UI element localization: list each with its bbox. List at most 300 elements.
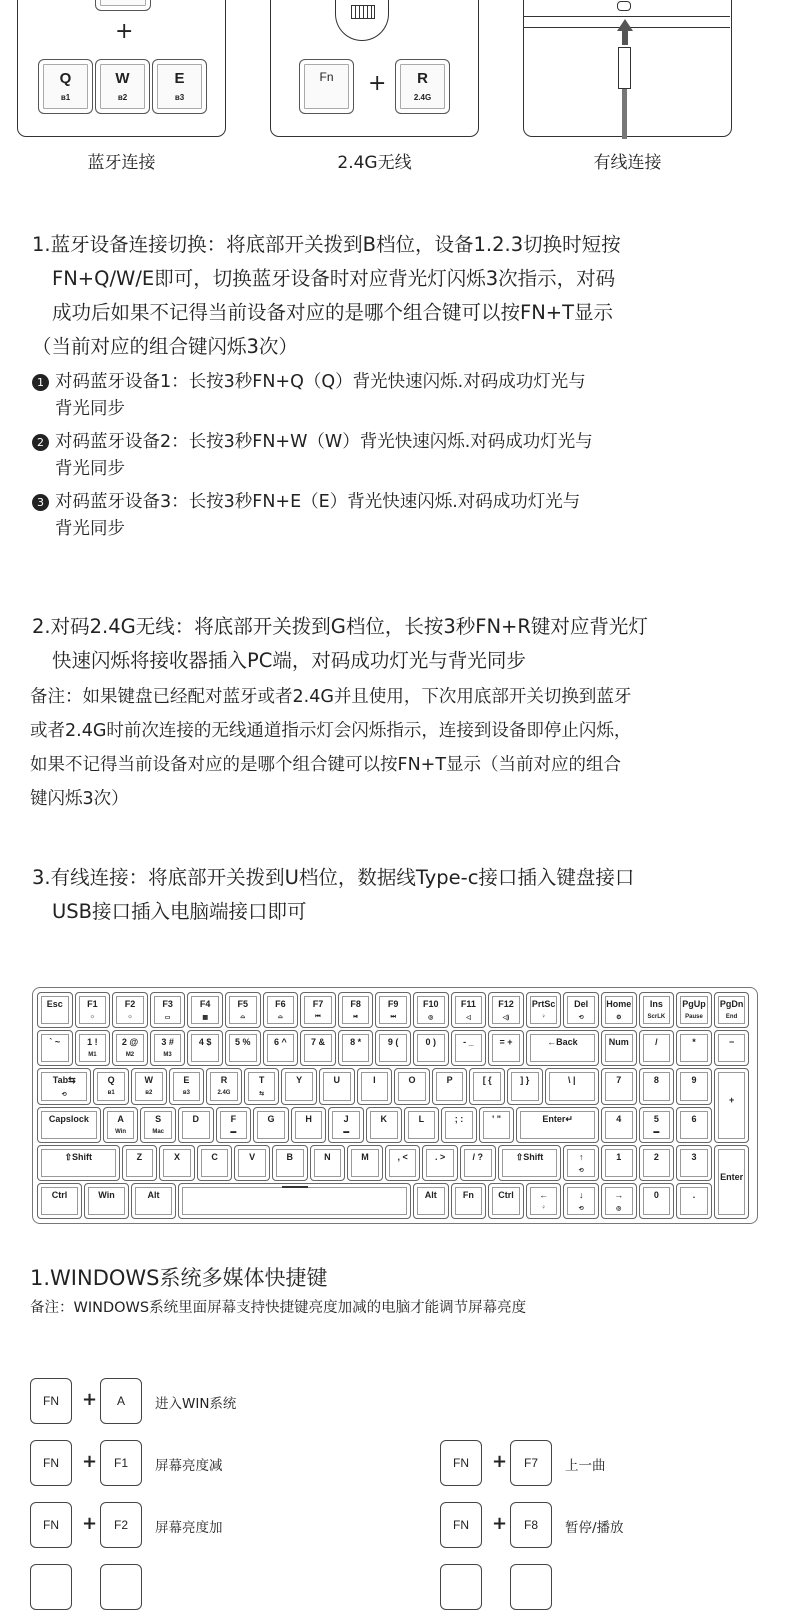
key (37, 1145, 120, 1181)
shortcut-label: 暂停/播放 (565, 1520, 624, 1536)
key (300, 992, 336, 1028)
key (385, 1145, 421, 1181)
key-label: F9 (387, 999, 399, 1009)
key (441, 1107, 477, 1143)
shortcut-key: F8 (510, 1502, 552, 1548)
key-fn-illustration (299, 59, 354, 114)
shortcut-key (100, 1564, 142, 1610)
plus-sign: + (82, 1513, 98, 1534)
key-sublabel: ʙ3 (174, 93, 185, 102)
key-label: F2 (124, 999, 136, 1009)
key (451, 992, 487, 1028)
key (338, 1030, 374, 1066)
key-sublabel: ◎ (616, 1206, 622, 1212)
key (187, 1030, 223, 1066)
text-line: 背光同步 (55, 399, 125, 419)
text-line: 对码蓝牙设备3：长按3秒FN+E（E）背光快速闪烁.对码成功灯光与 (55, 492, 581, 512)
key-sublabel: ⚙ (616, 1015, 622, 1021)
keyboard-layout-diagram (32, 987, 758, 1224)
key-label: * (692, 1037, 696, 1048)
key-label: Capslock (48, 1113, 89, 1124)
key-label: 1 (616, 1151, 622, 1162)
key (526, 1183, 562, 1219)
key-label: F3 (162, 999, 173, 1009)
key (347, 1145, 383, 1181)
key (601, 1030, 637, 1066)
key-label: V (249, 1151, 256, 1162)
key-label: 9 (691, 1075, 697, 1086)
key-label: 7 (616, 1075, 622, 1086)
key (272, 1145, 308, 1181)
key-label: - _ (463, 1037, 474, 1048)
cable (622, 89, 627, 139)
key-sublabel: ♀ (541, 1205, 546, 1211)
key-r-illustration (395, 59, 450, 114)
key-label: P (446, 1075, 453, 1086)
number-badge: 3 (32, 494, 49, 511)
key (676, 1183, 712, 1219)
key (178, 1107, 214, 1143)
key-label: ; : (454, 1113, 464, 1124)
arrow-up-icon (617, 19, 633, 31)
key-label: / (655, 1037, 658, 1048)
key-illustration (95, 0, 151, 11)
key-sublabel: ʙ2 (145, 1090, 153, 1097)
key (479, 1107, 515, 1143)
key (225, 992, 261, 1028)
key (150, 1030, 186, 1066)
key (263, 1030, 299, 1066)
usb-receiver-icon (351, 5, 375, 19)
shortcut-label: 进入WIN系统 (155, 1396, 237, 1412)
key-label: 2 @ (121, 1037, 139, 1048)
key-sublabel: ⟲ (578, 1015, 584, 1021)
key-sublabel: End (725, 1014, 738, 1020)
key (394, 1068, 430, 1104)
key-label: 3 (691, 1151, 697, 1162)
key-sublabel: Pause (685, 1014, 703, 1020)
key-label: Y (296, 1075, 303, 1086)
key (37, 1107, 101, 1143)
key-label: 6 ^ (274, 1037, 287, 1048)
key-label: [ { (482, 1075, 492, 1086)
text-line: 背光同步 (55, 459, 125, 479)
shortcut-label: 上一曲 (565, 1458, 606, 1474)
key (150, 992, 186, 1028)
key-label: Del (574, 999, 589, 1009)
section1-text (32, 228, 621, 364)
fn-key: FN (30, 1502, 72, 1548)
key-sublabel: ▭ (164, 1015, 171, 1021)
usb-c-cable-icon (618, 47, 631, 89)
key-label: W (115, 70, 130, 87)
key (451, 1183, 487, 1219)
key-label: Home (606, 999, 632, 1009)
key (112, 992, 148, 1028)
key (281, 1068, 317, 1104)
key (526, 992, 562, 1028)
key-sublabel: ⏭ (390, 1014, 396, 1020)
text-line: 对码蓝牙设备2：长按3秒FN+W（W）背光快速闪烁.对码成功灯光与 (55, 432, 593, 452)
key (563, 1145, 599, 1181)
section2-note (30, 680, 631, 816)
windows-title: 1.WINDOWS系统多媒体快捷键 (30, 1266, 328, 1290)
key (413, 992, 449, 1028)
key (103, 1107, 139, 1143)
key-label: \ | (568, 1075, 576, 1086)
key-label: X (173, 1151, 180, 1162)
key (601, 1107, 637, 1143)
shortcut-label: 屏幕亮度加 (155, 1520, 223, 1536)
key-label: U (333, 1075, 341, 1086)
key-sublabel: ʙ1 (60, 93, 71, 102)
key-label: , < (397, 1151, 408, 1162)
text-line: 背光同步 (55, 519, 125, 539)
text-line: 3.有线连接：将底部开关拨到U档位，数据线Type-c接口插入键盘接口 (32, 866, 635, 889)
key-sublabel: ⟲ (578, 1206, 584, 1212)
plus-sign: + (82, 1389, 98, 1410)
key-label: / ? (472, 1151, 484, 1162)
key-label: F1 (87, 999, 98, 1009)
key-label: R (220, 1075, 228, 1086)
key-label: T (258, 1075, 265, 1086)
shortcut-label: 屏幕亮度减 (155, 1458, 223, 1474)
key-label: ← (539, 1190, 549, 1200)
text-line: 键闪烁3次） (30, 789, 129, 809)
key-label: 2 (653, 1151, 659, 1162)
key (37, 1068, 91, 1104)
key (714, 1068, 750, 1142)
key (140, 1107, 176, 1143)
key-label: F7 (312, 999, 324, 1009)
text-line: 或者2.4G时前次连接的无线通道指示灯会闪烁指示，连接到设备即停止闪烁， (30, 721, 632, 741)
key (310, 1145, 346, 1181)
key-label: 0 (653, 1190, 659, 1200)
key-label: 5 % (235, 1037, 251, 1048)
fn-key: FN (30, 1440, 72, 1486)
plus-sign: + (115, 19, 134, 44)
key (601, 1183, 637, 1219)
key-label: C (211, 1151, 218, 1162)
spacebar-mark (282, 1186, 308, 1188)
key (93, 1068, 129, 1104)
shortcut-key (30, 1564, 72, 1610)
key (488, 1183, 524, 1219)
text-line: 成功后如果不记得当前设备对应的是哪个组合键可以按FN+T显示 (52, 301, 614, 324)
text-line: 2.对码2.4G无线：将底部开关拨到G档位，长按3秒FN+R键对应背光灯 (32, 615, 648, 638)
key-label: G (267, 1113, 275, 1124)
key-label: Fn (319, 70, 334, 84)
key-label: + (728, 1095, 735, 1106)
key (714, 1030, 750, 1066)
key-label: ] } (520, 1075, 530, 1086)
key-label: J (343, 1113, 349, 1124)
text-line: FN+Q/W/E即可，切换蓝牙设备时对应背光灯闪烁3次指示，对码 (52, 267, 616, 290)
key-label: Ins (649, 999, 663, 1009)
key-label: F11 (460, 999, 476, 1009)
key (676, 1145, 712, 1181)
key-label: Q (107, 1075, 115, 1086)
key (432, 1068, 468, 1104)
key-label: S (155, 1113, 162, 1124)
key-label: K (380, 1113, 388, 1124)
key-sublabel: M1 (88, 1052, 97, 1059)
key (75, 1030, 111, 1066)
arrow-shaft (622, 31, 628, 45)
key-q-illustration (38, 59, 93, 114)
key-label: ` ~ (49, 1037, 61, 1048)
key-label: Enter (720, 1171, 744, 1182)
key (676, 1068, 712, 1104)
key (178, 1183, 411, 1219)
plus-sign: + (82, 1451, 98, 1472)
key (413, 1030, 449, 1066)
key (169, 1068, 205, 1104)
key (714, 992, 750, 1028)
key (639, 1183, 675, 1219)
key-label: 1 ! (87, 1037, 98, 1048)
key-label: Fn (462, 1190, 474, 1200)
text-line: USB接口插入电脑端接口即可 (52, 900, 307, 923)
key-sublabel: ▬ (343, 1128, 350, 1135)
key (75, 992, 111, 1028)
key (234, 1145, 270, 1181)
receiver-icon (335, 0, 389, 41)
key-sublabel: M2 (125, 1052, 135, 1059)
key-label: Esc (46, 999, 63, 1009)
key-sublabel: M3 (163, 1052, 172, 1059)
fn-key: FN (440, 1440, 482, 1486)
key-label: Z (136, 1151, 143, 1162)
key-sublabel: ▦ (202, 1015, 209, 1021)
fn-key: FN (30, 1378, 72, 1424)
key-label: L (418, 1113, 425, 1124)
key-label: 4 $ (198, 1037, 212, 1048)
wired-panel (523, 0, 732, 137)
key-sublabel: ☼ (127, 1014, 133, 1020)
key-label: F4 (199, 999, 211, 1009)
key-label: D (192, 1113, 200, 1124)
shortcut-key: F1 (100, 1440, 142, 1486)
key-label: PgUp (682, 999, 706, 1009)
key-sublabel: ʙ1 (107, 1090, 115, 1097)
pairing-item-1 (32, 369, 586, 423)
key (639, 1107, 675, 1143)
section3-text (32, 861, 634, 929)
key-label: A (117, 1113, 124, 1124)
number-badge: 1 (32, 374, 49, 391)
shortcut-key: A (100, 1378, 142, 1424)
key-sublabel: ⌓ (240, 1014, 246, 1020)
key (639, 992, 675, 1028)
key-label: 0 ) (425, 1037, 437, 1048)
shortcut-key: F7 (510, 1440, 552, 1486)
key-label: H (305, 1113, 312, 1124)
key-label: 9 ( (387, 1037, 399, 1048)
shortcut-key (440, 1564, 482, 1610)
key (516, 1107, 599, 1143)
key (498, 1145, 562, 1181)
key (422, 1145, 458, 1181)
key (676, 992, 712, 1028)
key-label: Ctrl (498, 1190, 514, 1200)
key (319, 1068, 355, 1104)
shortcut-key (510, 1564, 552, 1610)
key (676, 1030, 712, 1066)
key (639, 1068, 675, 1104)
text-line: 对码蓝牙设备1：长按3秒FN+Q（Q）背光快速闪烁.对码成功灯光与 (55, 372, 586, 392)
key-label: . > (435, 1151, 446, 1162)
key-label: W (144, 1075, 154, 1086)
plus-sign: + (492, 1451, 508, 1472)
key (131, 1068, 167, 1104)
key-label: I (373, 1075, 376, 1086)
key-label: F10 (423, 999, 439, 1009)
key-label: E (183, 1075, 190, 1086)
key (563, 1183, 599, 1219)
key-e-illustration (152, 59, 207, 114)
wired-label: 有线连接 (593, 153, 662, 173)
key-label: R (417, 70, 428, 87)
key (451, 1030, 487, 1066)
text-line: 如果不记得当前设备对应的是哪个组合键可以按FN+T显示（当前对应的组合 (30, 755, 622, 775)
key (216, 1107, 252, 1143)
key-label: Enter↵ (542, 1113, 573, 1124)
key-sublabel: 2.4G (413, 93, 432, 102)
key-label: Num (608, 1037, 629, 1048)
key (253, 1107, 289, 1143)
key-sublabel: ☼ (89, 1014, 96, 1020)
key (639, 1030, 675, 1066)
usb-c-port-icon (617, 1, 631, 11)
key-label: 6 (691, 1113, 697, 1124)
bluetooth-panel (17, 0, 226, 137)
wireless-label: 2.4G无线 (337, 153, 412, 173)
text-line: 1.蓝牙设备连接切换：将底部开关拨到B档位，设备1.2.3切换时短按 (32, 233, 621, 256)
key-label: Alt (147, 1190, 160, 1200)
key-label: 8 (653, 1075, 659, 1086)
plus-sign: + (368, 71, 387, 96)
plus-sign: + (492, 1513, 508, 1534)
key (507, 1068, 543, 1104)
number-badge: 2 (32, 434, 49, 451)
key-sublabel: ⟲ (578, 1167, 584, 1174)
key-label: − (728, 1037, 735, 1048)
key (187, 992, 223, 1028)
key-label: ↑ (578, 1151, 584, 1162)
key-label: 7 & (310, 1037, 325, 1048)
key (545, 1068, 599, 1104)
key (375, 1030, 411, 1066)
key (37, 1183, 82, 1219)
key-label: F5 (237, 999, 249, 1009)
key-sublabel: ⌓ (278, 1014, 283, 1020)
key-sublabel: ◎ (428, 1015, 434, 1021)
key (601, 1145, 637, 1181)
key-w-illustration (95, 59, 150, 114)
key-label: F (230, 1113, 237, 1124)
key-label: ⇧Shift (64, 1151, 93, 1162)
key (244, 1068, 280, 1104)
key-sublabel: ♀ (541, 1014, 546, 1020)
key (206, 1068, 242, 1104)
key-label: 5 (653, 1113, 659, 1124)
key (488, 992, 524, 1028)
key-sublabel: ʙ3 (182, 1090, 190, 1097)
key (366, 1107, 402, 1143)
shortcut-key: F2 (100, 1502, 142, 1548)
key-sublabel: ⏯ (353, 1014, 358, 1020)
key (526, 1030, 599, 1066)
key-label: F6 (275, 999, 286, 1009)
key-sublabel: 2.4G (217, 1090, 231, 1097)
key (159, 1145, 195, 1181)
pairing-item-3 (32, 489, 580, 543)
key (37, 992, 73, 1028)
text-line: 快速闪烁将接收器插入PC端，对码成功灯光与背光同步 (52, 649, 526, 672)
key (263, 992, 299, 1028)
key-sublabel: ScrLK (647, 1014, 666, 1020)
key (197, 1145, 233, 1181)
key-label: ↓ (578, 1190, 584, 1200)
text-line: 备注：如果键盘已经配对蓝牙或者2.4G并且使用，下次用底部开关切换到蓝牙 (30, 687, 632, 707)
key-sublabel: ◁ (466, 1015, 471, 1021)
fn-key: FN (440, 1502, 482, 1548)
key (714, 1145, 750, 1219)
key-label: F12 (498, 999, 514, 1009)
key (413, 1183, 449, 1219)
key-label: F8 (350, 999, 361, 1009)
key-label: . (692, 1190, 696, 1200)
key (122, 1145, 158, 1181)
section2-text (32, 610, 648, 678)
key (328, 1107, 364, 1143)
key-label: Ctrl (51, 1190, 68, 1200)
key-label: Tab⇆ (52, 1075, 76, 1086)
key-label: M (361, 1151, 369, 1162)
key-sublabel: ▬ (230, 1128, 237, 1135)
key-label: B (286, 1151, 294, 1162)
key (404, 1107, 440, 1143)
key-sublabel: ⏮ (315, 1014, 321, 1020)
wireless-panel (270, 0, 479, 137)
key (676, 1107, 712, 1143)
key-label: = + (499, 1037, 513, 1048)
key (375, 992, 411, 1028)
key-sublabel: ⟲ (61, 1092, 67, 1099)
key-label: Q (59, 70, 72, 87)
key-label: O (408, 1075, 416, 1086)
key (601, 1068, 637, 1104)
key (601, 992, 637, 1028)
key (563, 992, 599, 1028)
key-label: PrtSc (531, 999, 556, 1009)
key (357, 1068, 393, 1104)
bluetooth-label: 蓝牙连接 (87, 153, 156, 173)
windows-note: 备注：WINDOWS系统里面屏幕支持快捷键亮度加减的电脑才能调节屏幕亮度 (30, 1300, 527, 1316)
key-sublabel: Win (115, 1128, 127, 1135)
key-label: N (324, 1151, 331, 1162)
text-line: （当前对应的组合键闪烁3次） (32, 335, 298, 358)
key-label: Alt (424, 1190, 437, 1200)
key (131, 1183, 176, 1219)
key-label: Win (98, 1190, 115, 1200)
key (460, 1145, 496, 1181)
key-sublabel: ◁) (502, 1015, 510, 1021)
key-label: PgDn (719, 999, 744, 1009)
key-label: 3 # (161, 1037, 174, 1048)
pairing-item-2 (32, 429, 593, 483)
